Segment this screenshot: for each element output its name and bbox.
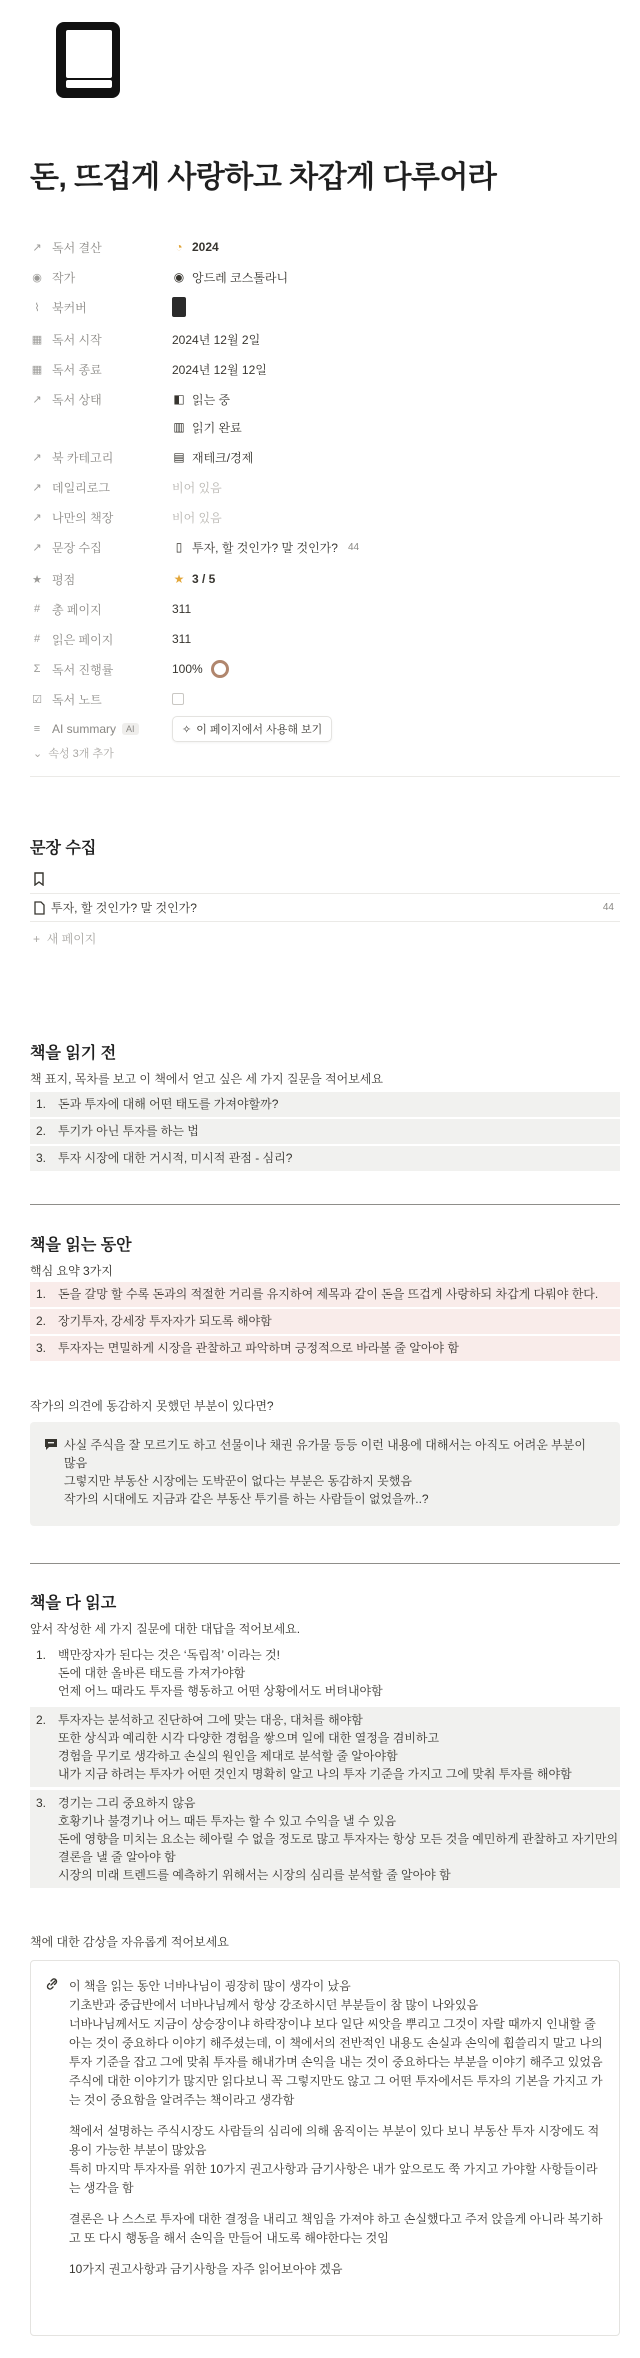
property-key (30, 391, 172, 408)
property-key-label: 데일리로그 (52, 480, 110, 495)
list-number: 1. (36, 1648, 47, 1662)
property-value[interactable] (172, 391, 230, 408)
chevron-down-icon: ⌄ (33, 748, 43, 760)
property-value-text: 100% (172, 662, 203, 676)
property-key-label: 북커버 (52, 300, 87, 315)
property-value-text: 311 (172, 632, 192, 646)
collection-heading: 문장 수집 (30, 840, 97, 857)
property-row[interactable] (30, 532, 620, 562)
hash-icon: # (33, 633, 41, 645)
property-row[interactable] (30, 324, 620, 354)
property-value-text: 2024년 12월 12일 (172, 362, 267, 377)
list-item-line: 시장의 미래 트렌드를 예측하기 위해서는 시장의 심리를 분석할 줄 알아야 함 (58, 1868, 451, 1882)
property-value[interactable] (172, 602, 191, 616)
property-row[interactable] (30, 442, 620, 472)
list-item-lines (58, 1711, 572, 1783)
impression-line: 책에서 설명하는 주식시장도 사람들의 심리에 의해 움직이는 부분이 있다 보니 부동산 투자 시장에도 적 (69, 2124, 600, 2138)
property-value[interactable] (172, 361, 267, 378)
during-summary-list (30, 1282, 620, 1363)
paperclip-icon: ⌇ (34, 301, 40, 314)
horizontal-rule (30, 1204, 620, 1205)
list-item-line: 내가 지금 하려는 투자가 어떤 것인지 명확히 알고 나의 투자 기준을 가지고 그에 맞춰 투자를 해야함 (58, 1767, 572, 1781)
user-circle-icon: ◉ (173, 270, 185, 284)
list-item-line: 호황기나 불경기나 어느 때든 투자는 할 수 있고 수익을 낼 수 있음 (58, 1814, 397, 1828)
list-number: 1. (36, 1287, 47, 1301)
property-key (30, 449, 172, 466)
property-key (30, 661, 172, 678)
paragraph-gap (69, 2110, 603, 2122)
list-number: 2. (36, 1314, 47, 1328)
progress-ring (211, 660, 229, 678)
list-item[interactable] (30, 1146, 620, 1171)
page-icon (33, 901, 45, 915)
property-value-text: 2024년 12월 2일 (172, 332, 261, 347)
property-row[interactable] (30, 354, 620, 384)
sigma-icon: Σ (33, 663, 41, 675)
property-key (30, 299, 172, 316)
property-value[interactable] (172, 479, 222, 496)
property-key (30, 601, 172, 618)
gold-star-icon: ★ (173, 572, 185, 586)
horizontal-rule (30, 1563, 620, 1564)
property-value-text: 읽는 중 (192, 392, 231, 407)
property-value-text: 311 (172, 602, 192, 616)
property-row[interactable] (30, 594, 620, 624)
list-item[interactable] (30, 1642, 620, 1704)
chart-circle-icon: ◔ (175, 240, 183, 254)
property-row[interactable] (30, 654, 620, 684)
list-item[interactable] (30, 1092, 620, 1117)
callout-text (64, 1436, 586, 1512)
calendar-icon: ▦ (31, 363, 43, 376)
property-row[interactable] (30, 564, 620, 594)
property-key-label: 북 카테고리 (52, 450, 114, 465)
list-item-line: 언제 어느 때라도 투자를 행동하고 어떤 상황에서도 버텨내야함 (58, 1684, 383, 1698)
list-number: 2. (36, 1713, 47, 1727)
property-value[interactable] (172, 660, 229, 678)
property-value[interactable] (172, 240, 219, 254)
property-row[interactable] (30, 384, 620, 414)
property-value[interactable] (172, 331, 260, 348)
sparkle-icon: ✧ (182, 723, 192, 736)
impression-line: 이 책을 읽는 동안 너바나님이 굉장히 많이 생각이 났음 (69, 1979, 351, 1993)
property-key-label: 읽은 페이지 (52, 632, 114, 647)
impression-callout[interactable] (30, 1960, 620, 2336)
list-item-text: 투자자는 면밀하게 시장을 관찰하고 파악하며 긍정적으로 바라볼 줄 알아야 함 (58, 1341, 459, 1355)
ai-tag: AI (122, 723, 139, 735)
list-item-line: 결론을 낼 줄 알아야 함 (58, 1850, 176, 1864)
list-item-text: 장기투자, 강세장 투자자가 되도록 해야함 (58, 1314, 272, 1328)
property-key (30, 331, 172, 348)
divider (30, 776, 620, 777)
callout-line: 작가의 시대에도 지금과 같은 부동산 투기를 하는 사람들이 없었을까..? (64, 1492, 429, 1506)
property-key-label: 독서 노트 (52, 692, 102, 707)
impression-line: 10가지 권고사항과 금기사항을 자주 읽어보아야 겠음 (69, 2262, 343, 2276)
paragraph-gap (69, 2198, 603, 2210)
property-row[interactable] (30, 292, 620, 322)
property-row[interactable] (30, 624, 620, 654)
list-item[interactable] (30, 1119, 620, 1144)
card-icon: ▤ (173, 450, 185, 464)
impression-text (69, 1977, 603, 2319)
arrow-up-right-icon: ↗ (32, 481, 42, 494)
property-key-label: AI summary (52, 722, 117, 736)
property-key-label: 독서 종료 (52, 362, 102, 377)
callout-line: 그렇지만 부동산 시장에는 도박꾼이 없다는 부분은 동감하지 못했음 (64, 1474, 412, 1488)
property-key-label: 독서 진행률 (52, 662, 114, 677)
property-value-text: 비어 있음 (172, 510, 222, 525)
impression-line: 용이 가능한 부분이 많았음 (69, 2143, 207, 2157)
list-item-lines (58, 1794, 618, 1884)
property-value-text: 읽기 완료 (192, 420, 242, 435)
property-value[interactable] (172, 716, 332, 742)
list-number: 2. (36, 1124, 47, 1138)
list-item[interactable] (30, 1336, 620, 1361)
property-value[interactable] (172, 419, 242, 436)
property-key (30, 722, 172, 736)
list-item-line: 백만장자가 된다는 것은 ‘독립적’ 이라는 것! (58, 1648, 280, 1662)
impression-line: 너바나님께서도 지금이 상승장이냐 하락장이냐 보다 일단 씨앗을 뿌리고 그것이 자랄 때까지 인내할 줄 (69, 2017, 596, 2031)
impression-label: 책에 대한 감상을 자유롭게 적어보세요 (30, 1935, 229, 1949)
link-icon (45, 1977, 69, 2319)
arrow-up-right-icon: ↗ (32, 393, 42, 406)
during-question: 작가의 의견에 동감하지 못했던 부분이 있다면? (30, 1399, 274, 1413)
arrow-up-right-icon: ↗ (32, 511, 42, 524)
property-value-text: 2024 (192, 240, 219, 254)
list-item[interactable] (30, 1707, 620, 1787)
property-key (30, 239, 172, 256)
list-item-line: 경험을 무기로 생각하고 손실의 원인을 제대로 분석할 줄 알아야함 (58, 1749, 398, 1763)
property-key (30, 509, 172, 526)
ai-summary-button-label: 이 페이지에서 사용해 보기 (196, 724, 323, 736)
table-row[interactable] (30, 894, 620, 922)
property-key (30, 691, 172, 708)
during-heading: 책을 읽는 동안 (30, 1237, 132, 1254)
impression-line: 주식에 대한 이야기가 많지만 읽다보니 꼭 그렇지만도 않고 그 어떤 투자에서든 투자의 기본을 가지고 가 (69, 2074, 603, 2088)
property-value[interactable] (172, 269, 288, 286)
bookmark-icon[interactable] (33, 872, 45, 889)
list-item-text: 돈을 갈망 할 수록 돈과의 적절한 거리를 유지하여 제목과 같이 돈을 뜨겁게 사랑하되 차갑게 다뤄야 한다. (58, 1287, 599, 1301)
property-value-text: 3 / 5 (192, 572, 216, 586)
more-properties-label: 속성 3개 추가 (48, 748, 114, 760)
star-icon: ★ (32, 573, 42, 586)
property-row[interactable] (30, 714, 620, 744)
callout-line: 사실 주식을 잘 모르기도 하고 선물이나 채권 유가물 등등 이런 내용에 대해서는 아직도 어려운 부분이 (64, 1438, 586, 1452)
impression-line: 고 또 다시 행동을 해서 손익을 만들어 내도록 해야한다는 것임 (69, 2231, 389, 2245)
before-desc: 책 표지, 목차를 보고 이 책에서 얻고 싶은 세 가지 질문을 적어보세요 (30, 1072, 383, 1086)
new-page-button[interactable] (33, 930, 96, 947)
property-value-text: 재테크/경제 (192, 450, 254, 465)
callout-line: 많음 (64, 1456, 88, 1470)
impression-line: 아는 것이 중요하다 이야기 해주셨는데, 이 책에서의 전반적인 내용도 손실과 손익에 휩쓸리지 말고 나의 (69, 2036, 603, 2050)
more-properties-toggle[interactable] (33, 745, 114, 761)
page-icon: ▯ (175, 540, 183, 554)
property-key (30, 571, 172, 588)
list-item[interactable] (30, 1309, 620, 1334)
calendar-icon: ▦ (31, 333, 43, 346)
list-item[interactable] (30, 1790, 620, 1888)
property-key (30, 539, 172, 556)
property-value[interactable] (172, 632, 191, 646)
list-item-line: 투자자는 분석하고 진단하여 그에 맞는 대응, 대처를 해야함 (58, 1713, 363, 1727)
note-checkbox[interactable] (172, 693, 184, 705)
impression-line: 투자 기준을 잡고 그에 맞춰 투자를 해내가며 손익을 내는 것이 중요하다는 부분을 이야기 해주고 있었음 (69, 2055, 603, 2069)
list-number: 3. (36, 1341, 47, 1355)
list-item-line: 돈에 영향을 미치는 요소는 헤아릴 수 없을 정도로 많고 투자자는 항상 모든 것을 예민하게 관찰하고 자기만의 (58, 1832, 619, 1846)
property-key-label: 독서 결산 (52, 240, 102, 255)
property-value[interactable] (172, 509, 222, 526)
property-key (30, 361, 172, 378)
list-item-text: 투기가 아닌 투자를 하는 법 (58, 1124, 199, 1138)
property-row[interactable] (30, 262, 620, 292)
property-key-label: 독서 시작 (52, 332, 102, 347)
list-item-line: 또한 상식과 예리한 시각 다양한 경험을 쌓으며 일에 대한 열정을 겸비하고 (58, 1731, 440, 1745)
property-row[interactable] (30, 684, 620, 714)
disagree-callout[interactable] (30, 1422, 620, 1526)
property-key-label: 총 페이지 (52, 602, 102, 617)
user-circle-icon: ◉ (32, 271, 42, 284)
property-value-text: 앙드레 코스톨라니 (192, 270, 289, 285)
relation-count: 44 (347, 541, 360, 553)
open-book-icon: ▥ (173, 420, 185, 434)
property-row[interactable] (30, 412, 620, 442)
row-title: 투자, 할 것인가? 말 것인가? (51, 901, 197, 915)
property-value[interactable] (172, 539, 359, 556)
arrow-up-right-icon: ↗ (32, 541, 42, 554)
property-value-text: 투자, 할 것인가? 말 것인가? (192, 540, 338, 555)
after-desc: 앞서 작성한 세 가지 질문에 대한 대답을 적어보세요. (30, 1622, 301, 1636)
impression-line: 기초반과 중급반에서 너바나님께서 항상 강조하시던 부분들이 참 많이 나와있음 (69, 1998, 479, 2012)
arrow-up-right-icon: ↗ (32, 451, 42, 464)
property-key (30, 269, 172, 286)
property-key (30, 479, 172, 496)
row-count: 44 (602, 902, 614, 913)
before-heading: 책을 읽기 전 (30, 1045, 117, 1062)
after-heading: 책을 다 읽고 (30, 1595, 117, 1612)
checkbox-icon: ☑ (32, 693, 42, 706)
property-key-label: 작가 (52, 270, 76, 285)
book-icon[interactable] (52, 20, 124, 100)
new-page-label: 새 페이지 (46, 932, 97, 946)
property-row[interactable] (30, 472, 620, 502)
list-item-line: 돈에 대한 올바른 태도를 가져가야함 (58, 1666, 246, 1680)
list-item-text: 투자 시장에 대한 거시적, 미시적 관점 - 심리? (58, 1151, 293, 1165)
impression-line: 는 것이 중요함을 알려주는 책이라고 생각함 (69, 2093, 295, 2107)
property-value[interactable] (172, 449, 253, 466)
impression-line: 는 생각을 함 (69, 2181, 134, 2195)
arrow-up-right-icon: ↗ (32, 241, 42, 254)
list-icon: ≡ (33, 723, 41, 735)
property-value-text: 비어 있음 (172, 480, 222, 495)
property-value[interactable] (172, 572, 215, 586)
hash-icon: # (33, 603, 41, 615)
during-desc: 핵심 요약 3가지 (30, 1264, 113, 1278)
property-key (30, 631, 172, 648)
property-key-label: 평점 (52, 572, 76, 587)
property-key-label: 나만의 책장 (52, 510, 114, 525)
list-number: 1. (36, 1097, 47, 1111)
page-title[interactable]: 돈, 뜨겁게 사랑하고 차갑게 다루어라 (30, 161, 497, 194)
impression-line: 특히 마지막 투자자를 위한 10가지 권고사항과 금기사항은 내가 앞으로도 쭉 가지고 가야할 사항들이라 (69, 2162, 598, 2176)
plus-icon: + (33, 932, 41, 946)
property-row[interactable] (30, 502, 620, 532)
list-item-line: 경기는 그리 중요하지 않음 (58, 1796, 196, 1810)
list-item-lines (58, 1646, 383, 1700)
list-number: 3. (36, 1151, 47, 1165)
impression-line: 결론은 나 스스로 투자에 대한 결정을 내리고 책임을 가져야 하고 손실했다고 주저 앉을게 아니라 복기하 (69, 2212, 603, 2226)
before-question-list (30, 1092, 620, 1173)
property-value[interactable] (172, 297, 186, 317)
paragraph-gap (69, 2248, 603, 2260)
property-row[interactable] (30, 232, 620, 262)
half-book-icon: ◧ (173, 392, 185, 406)
list-item[interactable] (30, 1282, 620, 1307)
book-cover-thumbnail[interactable] (172, 297, 186, 317)
speech-bubble-icon (44, 1437, 64, 1512)
ai-summary-button[interactable] (172, 716, 332, 742)
property-key-label: 문장 수집 (52, 540, 102, 555)
property-value[interactable] (172, 693, 184, 705)
list-number: 3. (36, 1796, 47, 1810)
list-item-text: 돈과 투자에 대해 어떤 태도를 가져야할까? (58, 1097, 279, 1111)
property-key-label: 독서 상태 (52, 392, 102, 407)
after-answer-list (30, 1642, 620, 1891)
